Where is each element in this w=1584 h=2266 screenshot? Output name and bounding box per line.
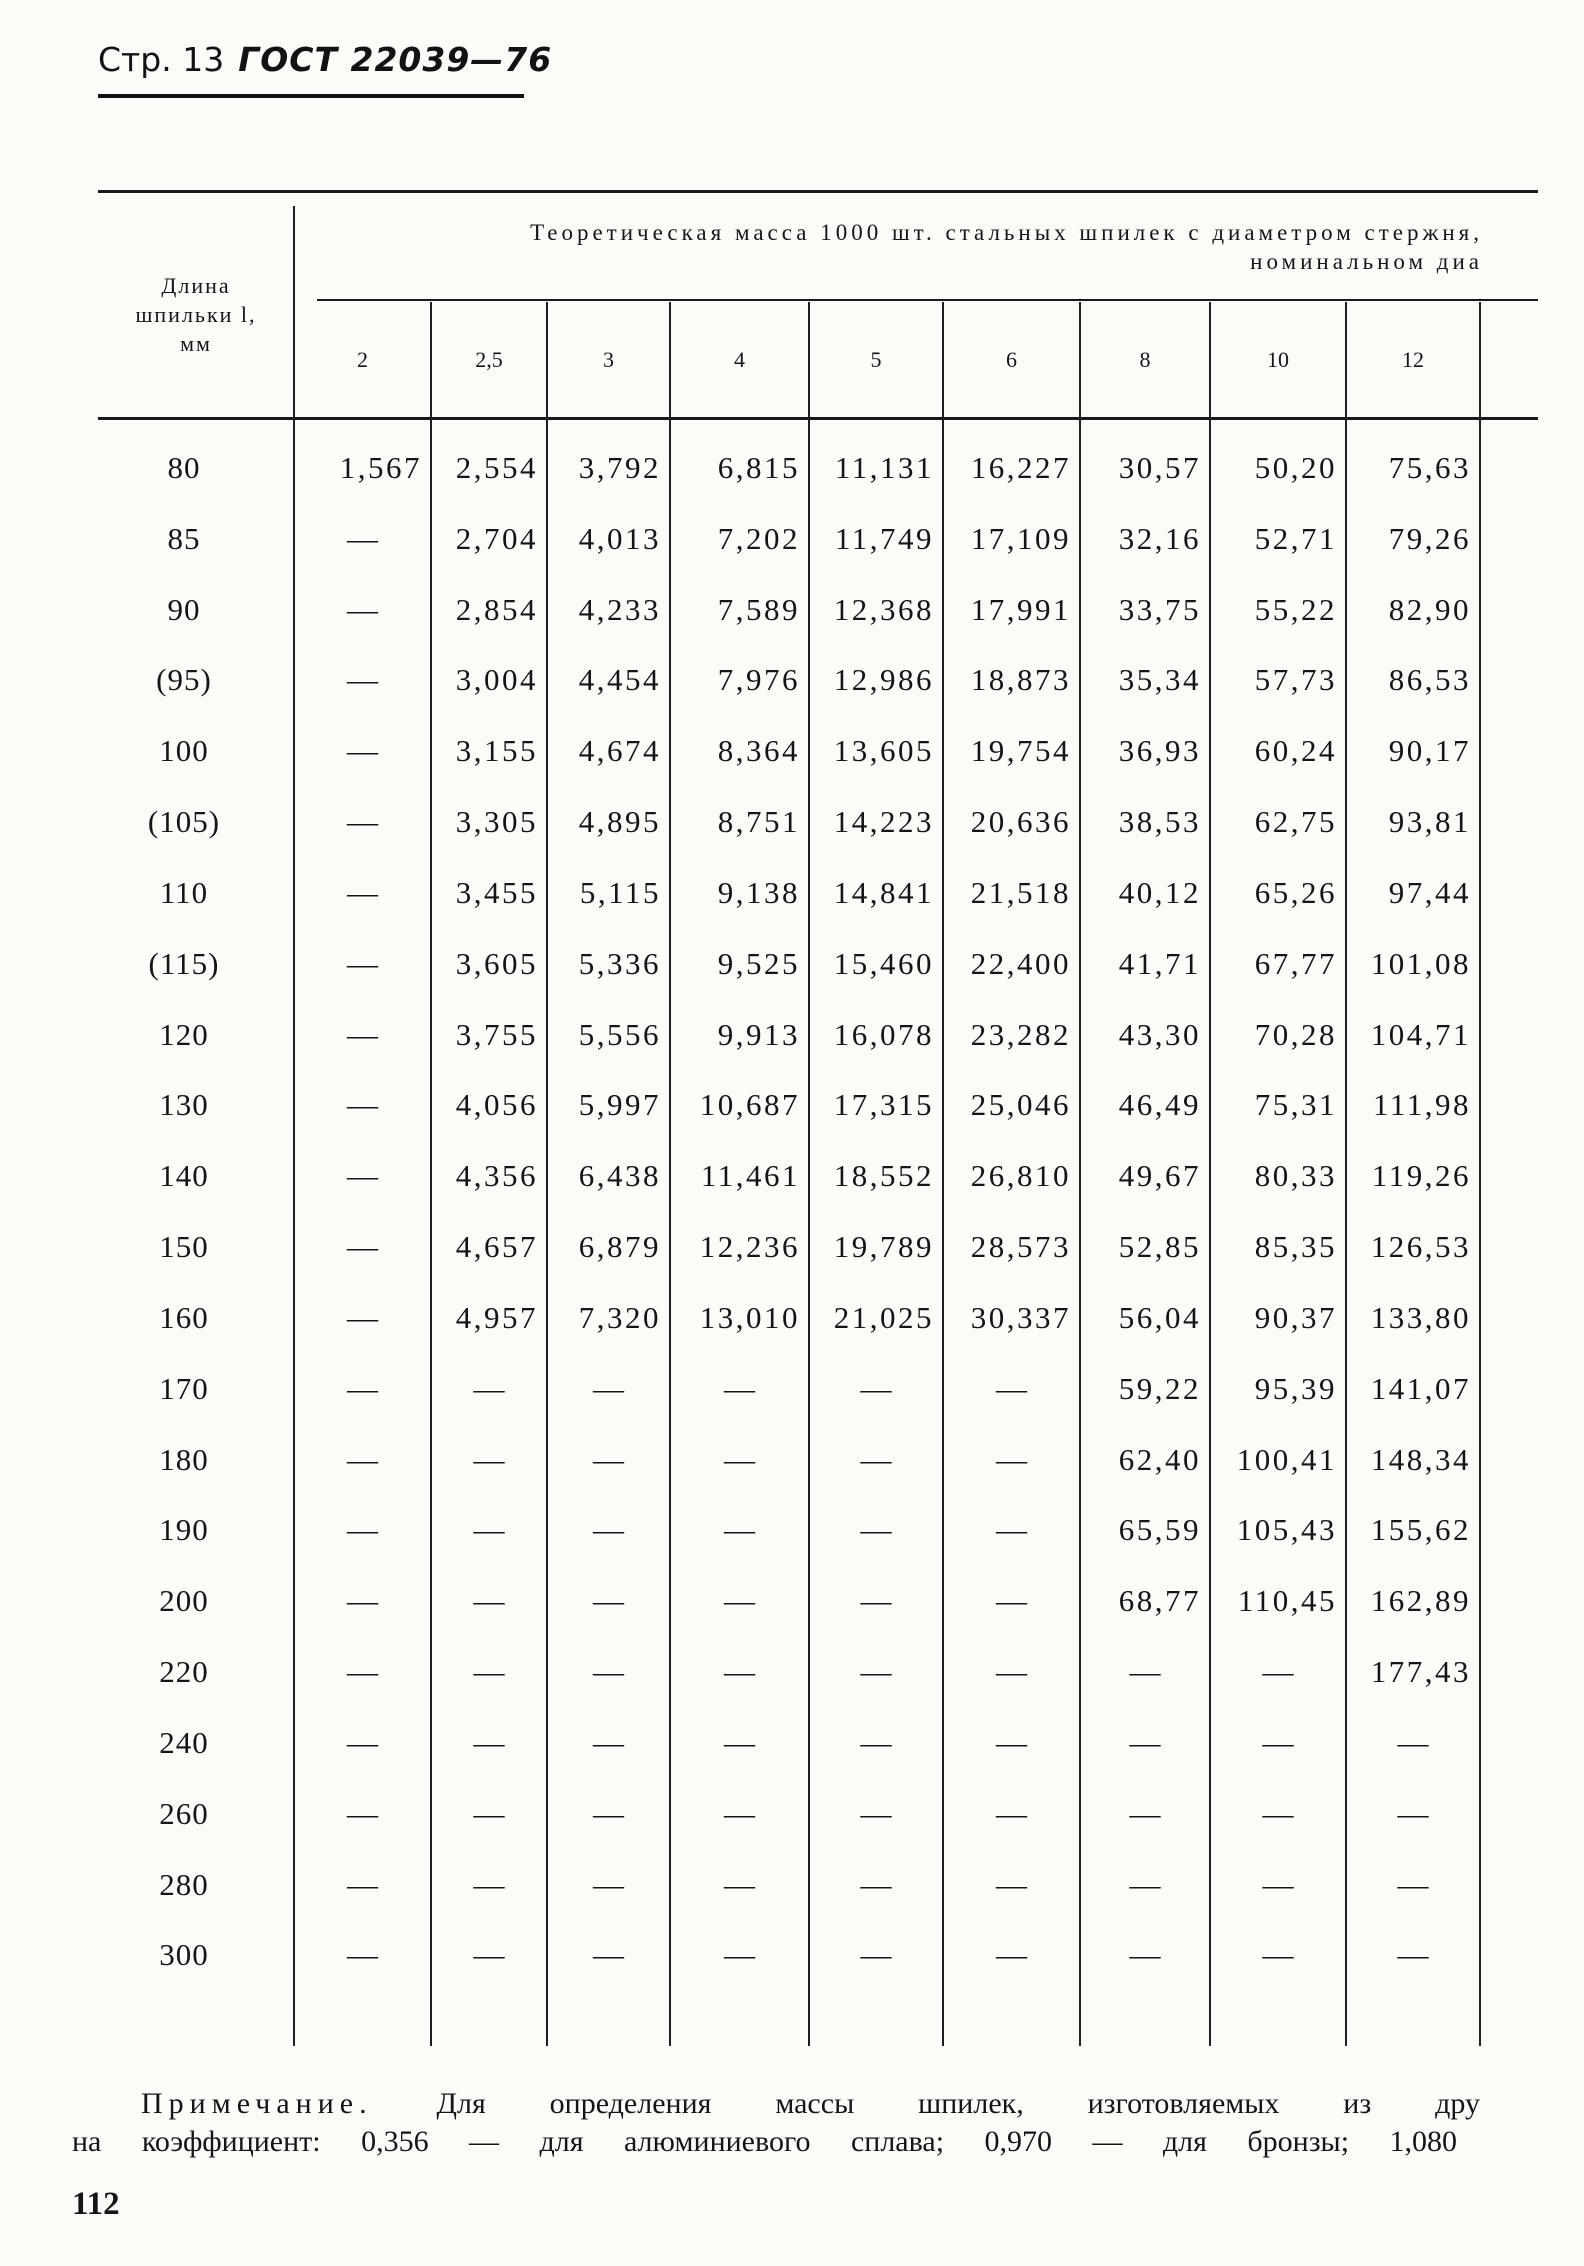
- mass-cell: 100,41: [1236, 1442, 1337, 1477]
- mass-cell: 16,227: [970, 450, 1071, 485]
- mass-cell: —: [347, 1867, 378, 1902]
- mass-cell: 62,75: [1254, 804, 1337, 839]
- mass-cell: —: [724, 1512, 755, 1547]
- mass-cell: 7,320: [578, 1300, 661, 1335]
- mass-cell: 3,455: [455, 875, 538, 910]
- mass-cell: —: [593, 1654, 624, 1689]
- standard-number: ГОСТ 22039—76: [238, 40, 553, 79]
- mass-cell: —: [996, 1867, 1027, 1902]
- note-text-1: Для определения массы шпилек, изготовляемых из дру: [436, 2087, 1480, 2120]
- mass-cell: —: [473, 1371, 505, 1406]
- mass-cell: —: [996, 1796, 1027, 1831]
- mass-cell: —: [473, 1583, 505, 1618]
- mass-cell: 32,16: [1118, 521, 1201, 556]
- span-header-line-2: номинальном диа: [1250, 249, 1483, 274]
- mass-cell: 19,754: [970, 733, 1071, 768]
- mass-cell: 20,636: [970, 804, 1071, 839]
- mass-cell: 5,115: [579, 875, 661, 910]
- row-header-line-1: Длина: [161, 273, 231, 298]
- span-header-rule: [317, 299, 1538, 301]
- mass-cell: 30,57: [1118, 450, 1201, 485]
- mass-cell: 4,957: [455, 1300, 538, 1335]
- note-line-2: на коэффициент: 0,356 — для алюминиевого сплава; 0,970 — для бронзы; 1,080: [72, 2125, 1457, 2158]
- mass-cell: —: [860, 1371, 892, 1406]
- mass-cell: 3,792: [578, 450, 661, 485]
- mass-cell: 4,657: [455, 1229, 538, 1264]
- page-label: Стр. 13: [98, 40, 225, 79]
- mass-cell: 82,90: [1388, 592, 1471, 627]
- mass-cell: 14,223: [833, 804, 934, 839]
- mass-cell: —: [593, 1442, 624, 1477]
- mass-cell: 35,34: [1118, 662, 1201, 697]
- mass-cell: —: [347, 1300, 378, 1335]
- mass-cell: 23,282: [970, 1017, 1071, 1052]
- mass-cell: 41,71: [1118, 946, 1201, 981]
- note-label: Примечание.: [141, 2087, 373, 2120]
- mass-cell: 28,573: [970, 1229, 1071, 1264]
- mass-cell: —: [473, 1796, 505, 1831]
- mass-cell: 38,53: [1118, 804, 1201, 839]
- length-cell: 100: [159, 733, 209, 768]
- mass-cell: 70,28: [1254, 1017, 1337, 1052]
- mass-cell: —: [996, 1725, 1027, 1760]
- mass-cell: 5,997: [578, 1087, 661, 1122]
- length-cell: 85: [167, 521, 201, 556]
- length-cell: 110: [159, 875, 209, 910]
- mass-cell: 2,704: [455, 521, 538, 556]
- mass-cell: 155,62: [1370, 1512, 1471, 1547]
- mass-cell: —: [724, 1654, 755, 1689]
- mass-cell: 2,854: [455, 592, 538, 627]
- mass-cell: —: [347, 1654, 378, 1689]
- mass-cell: 119,26: [1371, 1158, 1471, 1193]
- mass-cell: 2,554: [455, 450, 538, 485]
- span-header-line-1: Теоретическая масса 1000 шт. стальных шпилек с диаметром стержня,: [530, 220, 1483, 245]
- mass-cell: 13,605: [833, 733, 934, 768]
- mass-cell: —: [860, 1796, 892, 1831]
- mass-cell: 3,305: [455, 804, 538, 839]
- mass-cell: 11,749: [834, 521, 934, 556]
- mass-cell: 9,913: [717, 1017, 800, 1052]
- mass-cell: —: [1262, 1937, 1294, 1972]
- mass-cell: —: [724, 1796, 755, 1831]
- mass-cell: 126,53: [1370, 1229, 1471, 1264]
- mass-cell: 11,131: [834, 450, 934, 485]
- mass-cell: —: [1129, 1937, 1161, 1972]
- diameter-header: 2,5: [475, 347, 503, 372]
- mass-cell: 8,364: [717, 733, 800, 768]
- mass-cell: 111,98: [1373, 1087, 1471, 1122]
- mass-cell: 9,525: [717, 946, 800, 981]
- page-header: [98, 38, 552, 82]
- mass-cell: —: [347, 1371, 378, 1406]
- length-cell: 280: [159, 1867, 209, 1902]
- mass-cell: —: [996, 1371, 1027, 1406]
- mass-cell: 22,400: [970, 946, 1071, 981]
- length-cell: (105): [147, 804, 221, 839]
- mass-cell: —: [724, 1937, 755, 1972]
- mass-cell: —: [860, 1867, 892, 1902]
- mass-cell: 62,40: [1118, 1442, 1201, 1477]
- mass-cell: 86,53: [1388, 662, 1471, 697]
- mass-cell: —: [347, 946, 378, 981]
- mass-cell: 7,202: [717, 521, 800, 556]
- mass-cell: —: [347, 804, 378, 839]
- length-cell: (95): [156, 662, 212, 697]
- mass-cell: —: [1129, 1654, 1161, 1689]
- mass-cell: —: [473, 1937, 505, 1972]
- mass-cell: 104,71: [1370, 1017, 1471, 1052]
- length-cell: 240: [159, 1725, 209, 1760]
- mass-cell: —: [347, 1583, 378, 1618]
- mass-cell: —: [1129, 1725, 1161, 1760]
- diameter-header: 10: [1267, 347, 1289, 372]
- mass-cell: 162,89: [1370, 1583, 1471, 1618]
- mass-cell: 1,567: [339, 450, 422, 485]
- mass-cell: 97,44: [1388, 875, 1471, 910]
- mass-cell: —: [1129, 1867, 1161, 1902]
- mass-cell: 4,233: [578, 592, 661, 627]
- mass-cell: —: [1397, 1937, 1429, 1972]
- mass-cell: 17,991: [970, 592, 1071, 627]
- length-cell: 300: [159, 1937, 209, 1972]
- header-underline: [98, 94, 524, 98]
- mass-cell: 43,30: [1118, 1017, 1201, 1052]
- length-cell: 120: [159, 1017, 209, 1052]
- mass-cell: 3,605: [455, 946, 538, 981]
- mass-cell: 79,26: [1388, 521, 1471, 556]
- length-cell: 170: [159, 1371, 209, 1406]
- mass-cell: —: [347, 733, 378, 768]
- mass-cell: 11,461: [700, 1158, 800, 1193]
- mass-cell: —: [1262, 1725, 1294, 1760]
- mass-cell: 17,315: [833, 1087, 934, 1122]
- mass-cell: —: [724, 1371, 755, 1406]
- mass-cell: 52,85: [1118, 1229, 1201, 1264]
- mass-cell: 4,056: [455, 1087, 538, 1122]
- mass-cell: —: [860, 1512, 892, 1547]
- mass-cell: 60,24: [1254, 733, 1337, 768]
- mass-cell: —: [473, 1442, 505, 1477]
- mass-cell: 65,26: [1254, 875, 1337, 910]
- mass-cell: 133,80: [1370, 1300, 1471, 1335]
- mass-cell: 5,556: [578, 1017, 661, 1052]
- mass-cell: —: [724, 1583, 755, 1618]
- mass-cell: 50,20: [1254, 450, 1337, 485]
- mass-cell: —: [860, 1654, 892, 1689]
- mass-cell: 4,895: [578, 804, 661, 839]
- mass-cell: —: [724, 1442, 755, 1477]
- mass-cell: 46,49: [1118, 1087, 1201, 1122]
- page-number: 112: [72, 2186, 120, 2222]
- mass-cell: —: [347, 1725, 378, 1760]
- mass-cell: —: [347, 1796, 378, 1831]
- mass-cell: —: [860, 1725, 892, 1760]
- diameter-header: 2: [357, 347, 368, 372]
- mass-cell: —: [347, 1158, 378, 1193]
- mass-cell: —: [1397, 1796, 1429, 1831]
- mass-cell: 4,454: [578, 662, 661, 697]
- mass-cell: 3,755: [455, 1017, 538, 1052]
- mass-cell: 55,22: [1254, 592, 1337, 627]
- mass-cell: 3,004: [455, 662, 538, 697]
- mass-cell: 93,81: [1388, 804, 1471, 839]
- diameter-header: 12: [1402, 347, 1424, 372]
- mass-cell: —: [1262, 1796, 1294, 1831]
- note-line-1: [141, 2086, 1480, 2122]
- mass-cell: —: [347, 1937, 378, 1972]
- diameter-header: 5: [870, 347, 882, 372]
- mass-cell: 13,010: [699, 1300, 800, 1335]
- mass-cell: 65,59: [1118, 1512, 1201, 1547]
- length-cell: 160: [159, 1300, 209, 1335]
- mass-cell: —: [860, 1442, 892, 1477]
- mass-cell: 110,45: [1237, 1583, 1337, 1618]
- mass-cell: 19,789: [833, 1229, 934, 1264]
- mass-cell: 3,155: [455, 733, 538, 768]
- mass-cell: 6,879: [578, 1229, 661, 1264]
- row-header-line-2: шпильки l,: [135, 302, 257, 327]
- mass-cell: 4,356: [455, 1158, 538, 1193]
- mass-cell: —: [473, 1867, 505, 1902]
- mass-cell: —: [347, 1229, 378, 1264]
- mass-cell: —: [593, 1583, 624, 1618]
- mass-cell: —: [860, 1937, 892, 1972]
- mass-cell: 9,138: [717, 875, 800, 910]
- mass-cell: —: [1397, 1867, 1429, 1902]
- mass-cell: —: [473, 1725, 505, 1760]
- mass-cell: —: [473, 1512, 505, 1547]
- mass-cell: 14,841: [833, 875, 934, 910]
- length-cell: 260: [159, 1796, 209, 1831]
- mass-cell: 33,75: [1118, 592, 1201, 627]
- length-cell: 140: [159, 1158, 209, 1193]
- mass-cell: 6,438: [578, 1158, 661, 1193]
- mass-cell: —: [593, 1725, 624, 1760]
- length-cell: 150: [159, 1229, 209, 1264]
- mass-cell: 105,43: [1236, 1512, 1337, 1547]
- mass-cell: 40,12: [1118, 875, 1201, 910]
- length-cell: 130: [159, 1087, 209, 1122]
- mass-cell: —: [593, 1512, 624, 1547]
- mass-cell: 36,93: [1118, 733, 1201, 768]
- length-cell: 90: [167, 592, 201, 627]
- mass-cell: —: [996, 1937, 1027, 1972]
- mass-cell: —: [1262, 1867, 1294, 1902]
- mass-cell: —: [1129, 1796, 1161, 1831]
- mass-cell: —: [347, 1442, 378, 1477]
- length-cell: (115): [148, 946, 220, 981]
- mass-cell: 16,078: [833, 1017, 934, 1052]
- mass-cell: 18,552: [833, 1158, 934, 1193]
- mass-cell: 17,109: [970, 521, 1071, 556]
- mass-cell: —: [593, 1937, 624, 1972]
- mass-cell: 26,810: [970, 1158, 1071, 1193]
- mass-cell: —: [724, 1725, 755, 1760]
- mass-cell: —: [996, 1512, 1027, 1547]
- mass-cell: —: [347, 521, 378, 556]
- mass-cell: —: [996, 1583, 1027, 1618]
- mass-cell: 12,236: [699, 1229, 800, 1264]
- mass-cell: 52,71: [1254, 521, 1337, 556]
- mass-cell: —: [347, 1087, 378, 1122]
- mass-cell: 57,73: [1254, 662, 1337, 697]
- diameter-header: 3: [603, 347, 614, 372]
- mass-cell: 25,046: [970, 1087, 1071, 1122]
- length-cell: 200: [159, 1583, 209, 1618]
- mass-cell: 21,518: [970, 875, 1071, 910]
- mass-cell: —: [996, 1654, 1027, 1689]
- mass-cell: 56,04: [1118, 1300, 1201, 1335]
- mass-cell: 85,35: [1254, 1229, 1337, 1264]
- mass-cell: 10,687: [699, 1087, 800, 1122]
- mass-cell: —: [347, 875, 378, 910]
- mass-cell: 49,67: [1118, 1158, 1201, 1193]
- length-cell: 190: [159, 1512, 209, 1547]
- mass-cell: 8,751: [717, 804, 800, 839]
- mass-cell: 75,31: [1254, 1087, 1337, 1122]
- mass-cell: —: [724, 1867, 755, 1902]
- mass-cell: 6,815: [717, 450, 800, 485]
- mass-cell: —: [996, 1442, 1027, 1477]
- mass-cell: —: [347, 662, 378, 697]
- mass-cell: 21,025: [833, 1300, 934, 1335]
- diameter-header: 4: [734, 347, 745, 372]
- length-cell: 80: [167, 450, 201, 485]
- mass-cell: 67,77: [1254, 946, 1337, 981]
- mass-cell: 75,63: [1388, 450, 1471, 485]
- mass-cell: 80,33: [1254, 1158, 1337, 1193]
- mass-cell: 18,873: [970, 662, 1071, 697]
- length-cell: 220: [159, 1654, 209, 1689]
- mass-cell: 7,589: [717, 592, 800, 627]
- table-header-bottom-rule: [98, 417, 1538, 420]
- mass-cell: 12,368: [833, 592, 934, 627]
- mass-cell: 59,22: [1118, 1371, 1201, 1406]
- mass-cell: —: [593, 1371, 624, 1406]
- mass-cell: 7,976: [717, 662, 800, 697]
- mass-cell: 30,337: [970, 1300, 1071, 1335]
- mass-cell: 95,39: [1254, 1371, 1337, 1406]
- mass-cell: 90,37: [1254, 1300, 1337, 1335]
- table-top-rule: [98, 190, 1538, 193]
- mass-cell: —: [347, 1017, 378, 1052]
- mass-cell: 141,07: [1370, 1371, 1471, 1406]
- mass-cell: —: [1397, 1725, 1429, 1760]
- mass-cell: 12,986: [833, 662, 934, 697]
- diameter-header: 6: [1006, 347, 1017, 372]
- mass-cell: —: [593, 1867, 624, 1902]
- mass-cell: 101,08: [1370, 946, 1471, 981]
- mass-cell: —: [473, 1654, 505, 1689]
- mass-cell: —: [347, 592, 378, 627]
- mass-cell: —: [593, 1796, 624, 1831]
- mass-cell: 177,43: [1370, 1654, 1471, 1689]
- mass-cell: 68,77: [1118, 1583, 1201, 1618]
- mass-cell: 5,336: [578, 946, 661, 981]
- mass-cell: 90,17: [1388, 733, 1471, 768]
- length-cell: 180: [159, 1442, 209, 1477]
- mass-cell: 148,34: [1370, 1442, 1471, 1477]
- mass-cell: 4,013: [578, 521, 661, 556]
- row-header-line-3: мм: [180, 331, 212, 356]
- mass-cell: 4,674: [578, 733, 661, 768]
- diameter-header: 8: [1139, 347, 1151, 372]
- mass-cell: —: [860, 1583, 892, 1618]
- mass-cell: —: [347, 1512, 378, 1547]
- mass-cell: —: [1262, 1654, 1294, 1689]
- mass-cell: 15,460: [833, 946, 934, 981]
